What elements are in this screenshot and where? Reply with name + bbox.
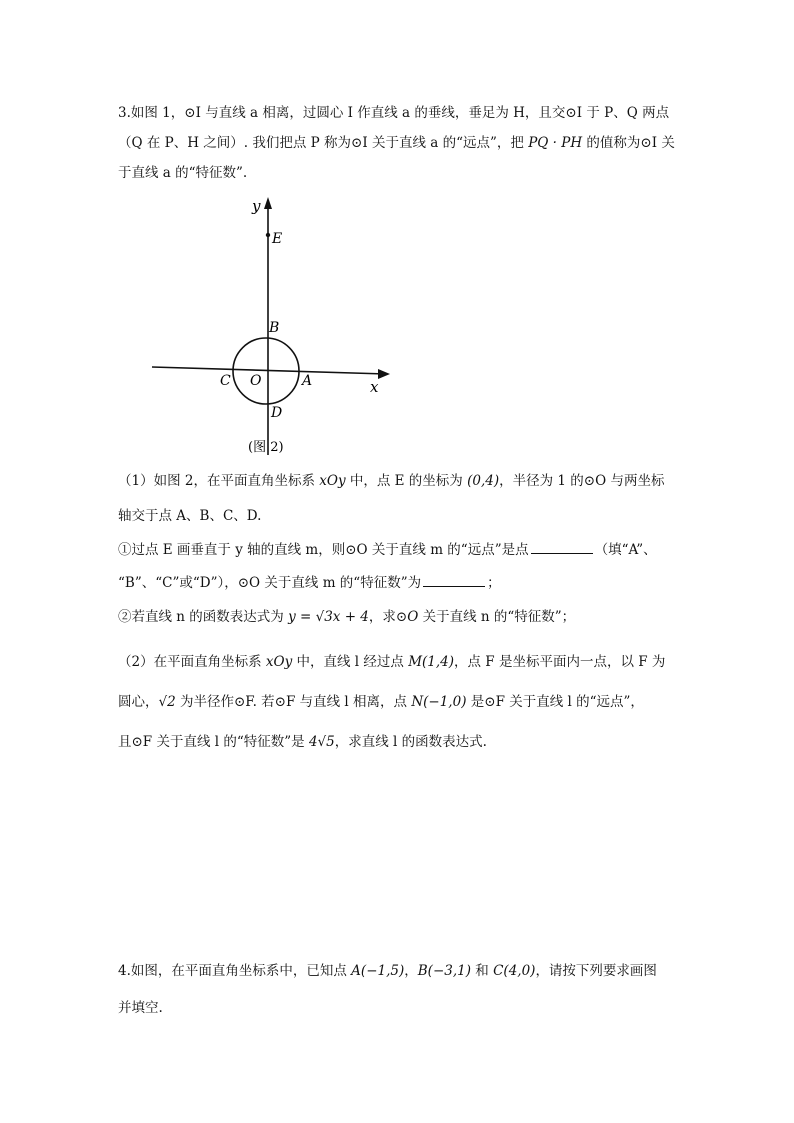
p2-text-h: ，求直线 l 的函数表达式. [334,734,487,750]
answer-blank-far-point[interactable] [531,540,593,554]
p2-text-c: ，点 F 是坐标平面内一点，以 F 为 [454,654,666,670]
answer-blank-feature-number[interactable] [423,573,485,587]
label-e: E [272,231,283,247]
math-pq-ph: PQ · PH [528,135,583,151]
math-point-a: A(−1,5) [351,963,405,979]
p2-text-d: 圆心， [118,694,159,710]
p1-i2-text-a: “B”、“C”或“D”），⊙O 关于直线 m 的“特征数”为 [118,575,422,591]
math-point-m: M(1,4) [408,654,455,670]
label-b: B [269,320,280,336]
label-y: y [252,197,261,215]
q4-line-2: 并填空. [118,1000,163,1016]
math-o: O [407,609,419,625]
q3-line-2b: 的值称为⊙I 关 [582,135,675,151]
q3-part1-i-line-2 [118,573,501,593]
q3-part2-line-3 [118,732,487,752]
p1-text-c: ，半径为 1 的⊙O 与两坐标 [499,473,665,489]
p2-text-f: 是⊙F 关于直线 l 的“远点”， [466,694,644,710]
q4-line-1 [118,961,657,981]
point-e [266,233,270,237]
label-x: x [370,378,379,396]
q4-sep: ， [404,963,418,979]
p2-text-g: 且⊙F 关于直线 l 的“特征数”是 [118,734,309,750]
p2-text-e: 为半径作⊙F. 若⊙F 与直线 l 相离，点 [175,694,412,710]
p1-ii-text-a: ②若直线 n 的函数表达式为 [118,609,289,625]
q3-part1-i-line-1 [118,540,657,560]
x-axis-arrow [378,369,390,379]
label-a: A [302,373,313,389]
math-4sqrt5: 4√5 [308,734,335,750]
p2-text-b: 中，直线 l 经过点 [292,654,409,670]
label-o: O [250,373,262,389]
math-sqrt2: √2 [158,694,176,710]
q3-part1-line-2: 轴交于点 A、B、C、D. [118,508,262,524]
figure-caption: (图 2) [248,440,284,455]
p1-text-a: （1）如图 2，在平面直角坐标系 [118,473,320,489]
math-coord-e: (0,4) [467,473,500,489]
q3-line-2a: （Q 在 P、H 之间）. 我们把点 P 称为⊙I 关于直线 a 的“远点”，把 [118,135,529,151]
q4-text-a: 4.如图，在平面直角坐标系中，已知点 [118,963,352,979]
q3-line-2 [118,133,675,153]
q3-line-1: 3.如图 1，⊙I 与直线 a 相离，过圆心 I 作直线 a 的垂线，垂足为 H，且交⊙I 于 P、Q 两点 [118,105,670,121]
label-d: D [271,405,283,421]
math-xoy: xOy [319,473,346,489]
p1-text-b: 中，点 E 的坐标为 [345,473,468,489]
p1-i-text-a: ①过点 E 画垂直于 y 轴的直线 m，则⊙O 关于直线 m 的“远点”是点 [118,542,529,558]
p2-text-a: （2）在平面直角坐标系 [118,654,266,670]
q3-part2-line-2 [118,692,644,712]
math-point-c: C(4,0) [493,963,536,979]
y-axis-arrow [264,197,272,209]
q3-part1-ii-line [118,607,575,627]
label-c: C [220,373,231,389]
x-axis [152,367,386,374]
q3-line-3: 于直线 a 的“特征数”. [118,165,248,181]
coordinate-figure [148,195,398,457]
p1-i-text-b: （填“A”、 [594,542,657,558]
math-point-b: B(−3,1) [417,963,471,979]
q4-text-b: ，请按下列要求画图 [535,963,657,979]
p1-ii-text-b: ，求⊙ [368,609,408,625]
q4-and: 和 [471,963,494,979]
p1-i2-text-b: ； [487,575,501,591]
q3-part2-line-1 [118,652,665,672]
math-line-n: y = √3x + 4 [288,609,369,625]
q3-part1-line-1 [118,471,664,491]
math-point-n: N(−1,0) [411,694,467,710]
p1-ii-text-c: 关于直线 n 的“特征数”； [418,609,576,625]
math-xoy-2: xOy [265,654,293,670]
